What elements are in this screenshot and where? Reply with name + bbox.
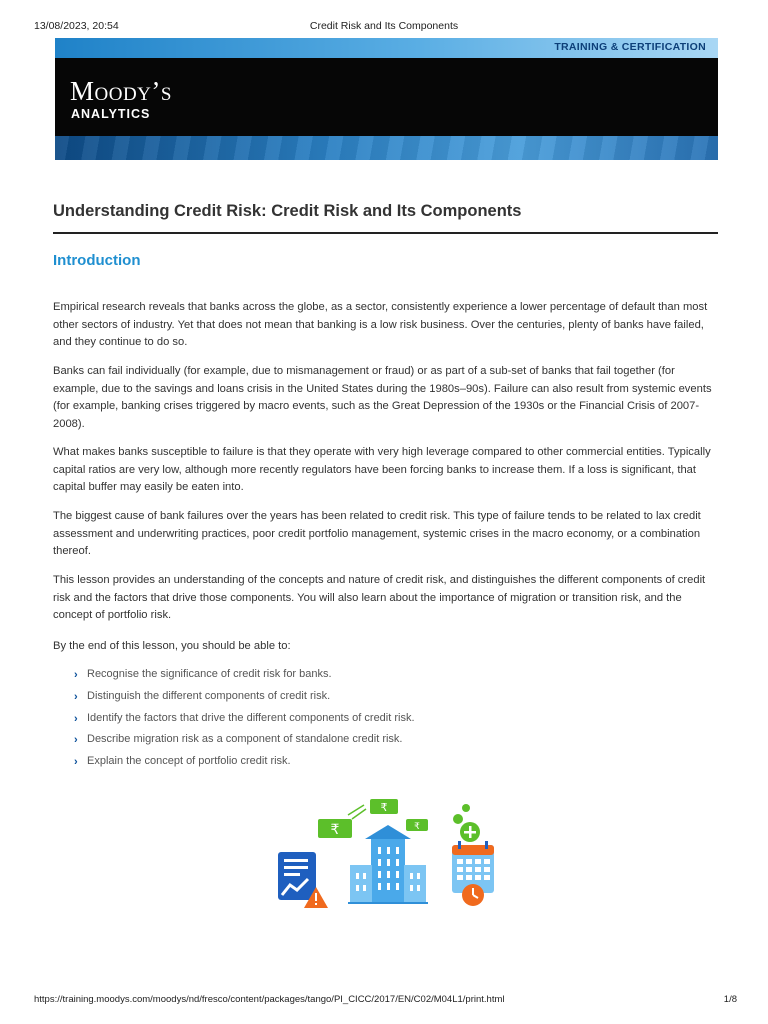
chevron-right-icon: › — [74, 712, 78, 725]
objective-text: Recognise the significance of credit risk for banks. — [87, 668, 332, 680]
money-notes-icon — [318, 799, 428, 838]
objective-text: Identify the factors that drive the different components of credit risk. — [87, 711, 415, 724]
intro-paragraph-1: Empirical research reveals that banks across the globe, as a sector, consistently experience a lower percentage of default than most other sectors of industry. Yet that does not mean that banking is a low risk business. Over the centuries, plenty of banks have failed, and they continue to do so. — [53, 301, 708, 348]
objective-text: Explain the concept of portfolio credit risk. — [87, 755, 291, 768]
title-divider — [53, 232, 718, 234]
page-title: Understanding Credit Risk: Credit Risk and Its Components — [53, 202, 522, 220]
banner-bottom-stripe — [55, 136, 718, 160]
calendar-clock-icon — [452, 841, 494, 906]
objective-text: Describe migration risk as a component of standalone credit risk. — [87, 733, 403, 746]
page-number: 1/8 — [723, 994, 737, 1005]
intro-paragraph-3: What makes banks susceptible to failure is that they operate with very high leverage compared to other commercial entities. Typically capital ratios are very low, although more recently regulators have been forcing banks to increase them. If a loss is significant, that capital buffer may easily be eaten into. — [53, 446, 711, 493]
chevron-right-icon: › — [74, 690, 78, 703]
training-certification-label: TRAINING & CERTIFICATION — [554, 41, 706, 53]
bank-building-icon — [348, 825, 428, 904]
list-item — [74, 688, 415, 710]
print-url: https://training.moodys.com/moodys/nd/fresco/content/packages/tango/PI_CICC/2017/EN/C02/M04L1/print.html — [34, 994, 505, 1005]
list-item — [74, 710, 415, 732]
chevron-right-icon: › — [74, 756, 78, 769]
chevron-right-icon: › — [74, 734, 78, 747]
list-item — [74, 753, 415, 775]
objective-text: Distinguish the different components of credit risk. — [87, 689, 331, 702]
intro-paragraph-5: This lesson provides an understanding of the concepts and nature of credit risk, and distinguishes the different components of credit risk and the factors that drive those components. You will also learn about the importance of migration or transition risk, and the concept of portfolio risk. — [53, 574, 706, 621]
objectives-lead-in: By the end of this lesson, you should be able to: — [53, 640, 291, 652]
intro-paragraph-4: The biggest cause of bank failures over the years has been related to credit risk. This type of failure tends to be related to lax credit assessment and underwriting practices, poor credit portfolio management, systemic crises in the macro economy, or a combination thereof. — [53, 510, 701, 557]
risk-report-icon — [278, 852, 328, 908]
print-page-title: Credit Risk and Its Components — [309, 20, 459, 32]
learning-objectives-list — [74, 666, 415, 775]
rupee-glyph-3: ₹ — [414, 822, 420, 832]
chevron-right-icon: › — [74, 669, 78, 681]
moodys-logo-wordmark: Moody’s — [70, 76, 172, 106]
introduction-heading: Introduction — [53, 252, 141, 269]
print-header — [0, 20, 768, 34]
moodys-logo-analytics: ANALYTICS — [71, 107, 151, 121]
credit-risk-illustration — [270, 795, 505, 915]
list-item — [74, 731, 415, 753]
rupee-glyph-1: ₹ — [330, 822, 340, 838]
list-item — [74, 666, 415, 688]
plus-circle-icon — [453, 804, 480, 842]
rupee-glyph-2: ₹ — [380, 801, 388, 814]
intro-paragraph-2: Banks can fail individually (for example, due to mismanagement or fraud) or as part of a sub-set of banks that fail together (for example, due to the savings and loans crisis in the United States during the 1980s–90s). Failure can also result from systemic events (for example, banking crises triggered by macro events, such as the Great Depression of the 1930s or the Financial Crisis of 2007-2008). — [53, 365, 712, 430]
moodys-banner — [55, 38, 718, 160]
print-timestamp: 13/08/2023, 20:54 — [34, 20, 119, 32]
